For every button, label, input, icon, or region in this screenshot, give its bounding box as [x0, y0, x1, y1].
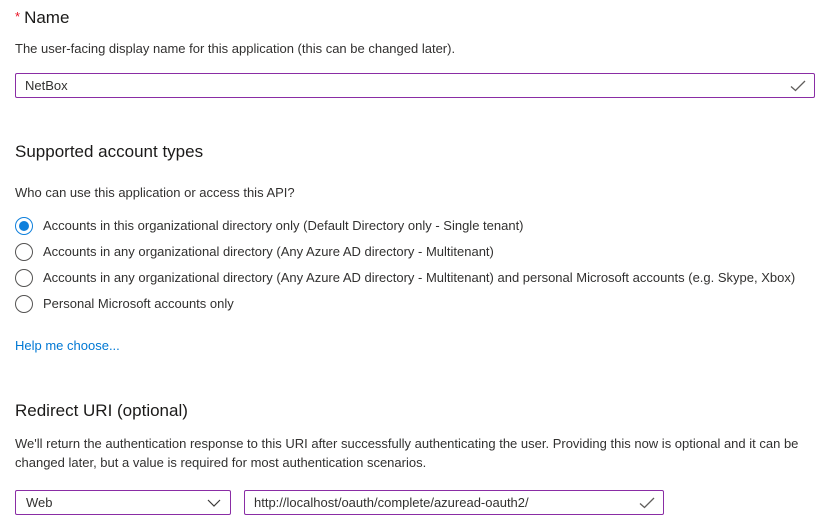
platform-select[interactable]	[15, 490, 231, 515]
radio-option-label: Accounts in any organizational directory (Any Azure AD directory - Multitenant)	[43, 244, 494, 259]
platform-select-value: Web	[26, 495, 53, 510]
radio-button-icon[interactable]	[15, 269, 33, 287]
radio-option-label: Accounts in any organizational directory (Any Azure AD directory - Multitenant) and personal Microsoft accounts (e.g. Skype, Xbox)	[43, 270, 796, 285]
radio-option-multitenant[interactable]	[15, 239, 815, 265]
redirect-uri-section	[15, 400, 815, 515]
help-me-choose-link[interactable]: Help me choose...	[15, 338, 120, 353]
account-types-question: Who can use this application or access this API?	[15, 185, 295, 200]
supported-account-types-section	[15, 141, 815, 353]
radio-button-icon[interactable]	[15, 217, 33, 235]
chevron-down-icon	[207, 499, 221, 507]
radio-option-label: Personal Microsoft accounts only	[43, 296, 234, 311]
name-section	[15, 6, 815, 98]
radio-button-icon[interactable]	[15, 243, 33, 261]
redirect-uri-input[interactable]	[244, 490, 664, 515]
radio-option-label: Accounts in this organizational directory only (Default Directory only - Single tenant)	[43, 218, 524, 233]
account-types-radio-group	[15, 213, 815, 317]
radio-button-icon[interactable]	[15, 295, 33, 313]
radio-option-single-tenant[interactable]	[15, 213, 815, 239]
redirect-uri-description: We'll return the authentication response to this URI after successfully authenticating the user. Providing this now is optional and it can be changed later, but a value is required for most authentication scenarios.	[15, 436, 799, 470]
name-input-wrap	[15, 73, 815, 98]
radio-option-personal-only[interactable]	[15, 291, 815, 317]
name-description: The user-facing display name for this application (this can be changed later).	[15, 41, 456, 56]
name-section-title	[15, 6, 815, 29]
required-asterisk: *	[15, 9, 21, 24]
name-section-title-text: Name	[24, 8, 70, 27]
redirect-uri-title: Redirect URI (optional)	[15, 401, 188, 420]
radio-option-multitenant-personal[interactable]	[15, 265, 815, 291]
account-types-title: Supported account types	[15, 142, 204, 161]
name-input[interactable]	[15, 73, 815, 98]
redirect-uri-input-wrap	[244, 490, 664, 515]
redirect-uri-row	[15, 490, 815, 515]
